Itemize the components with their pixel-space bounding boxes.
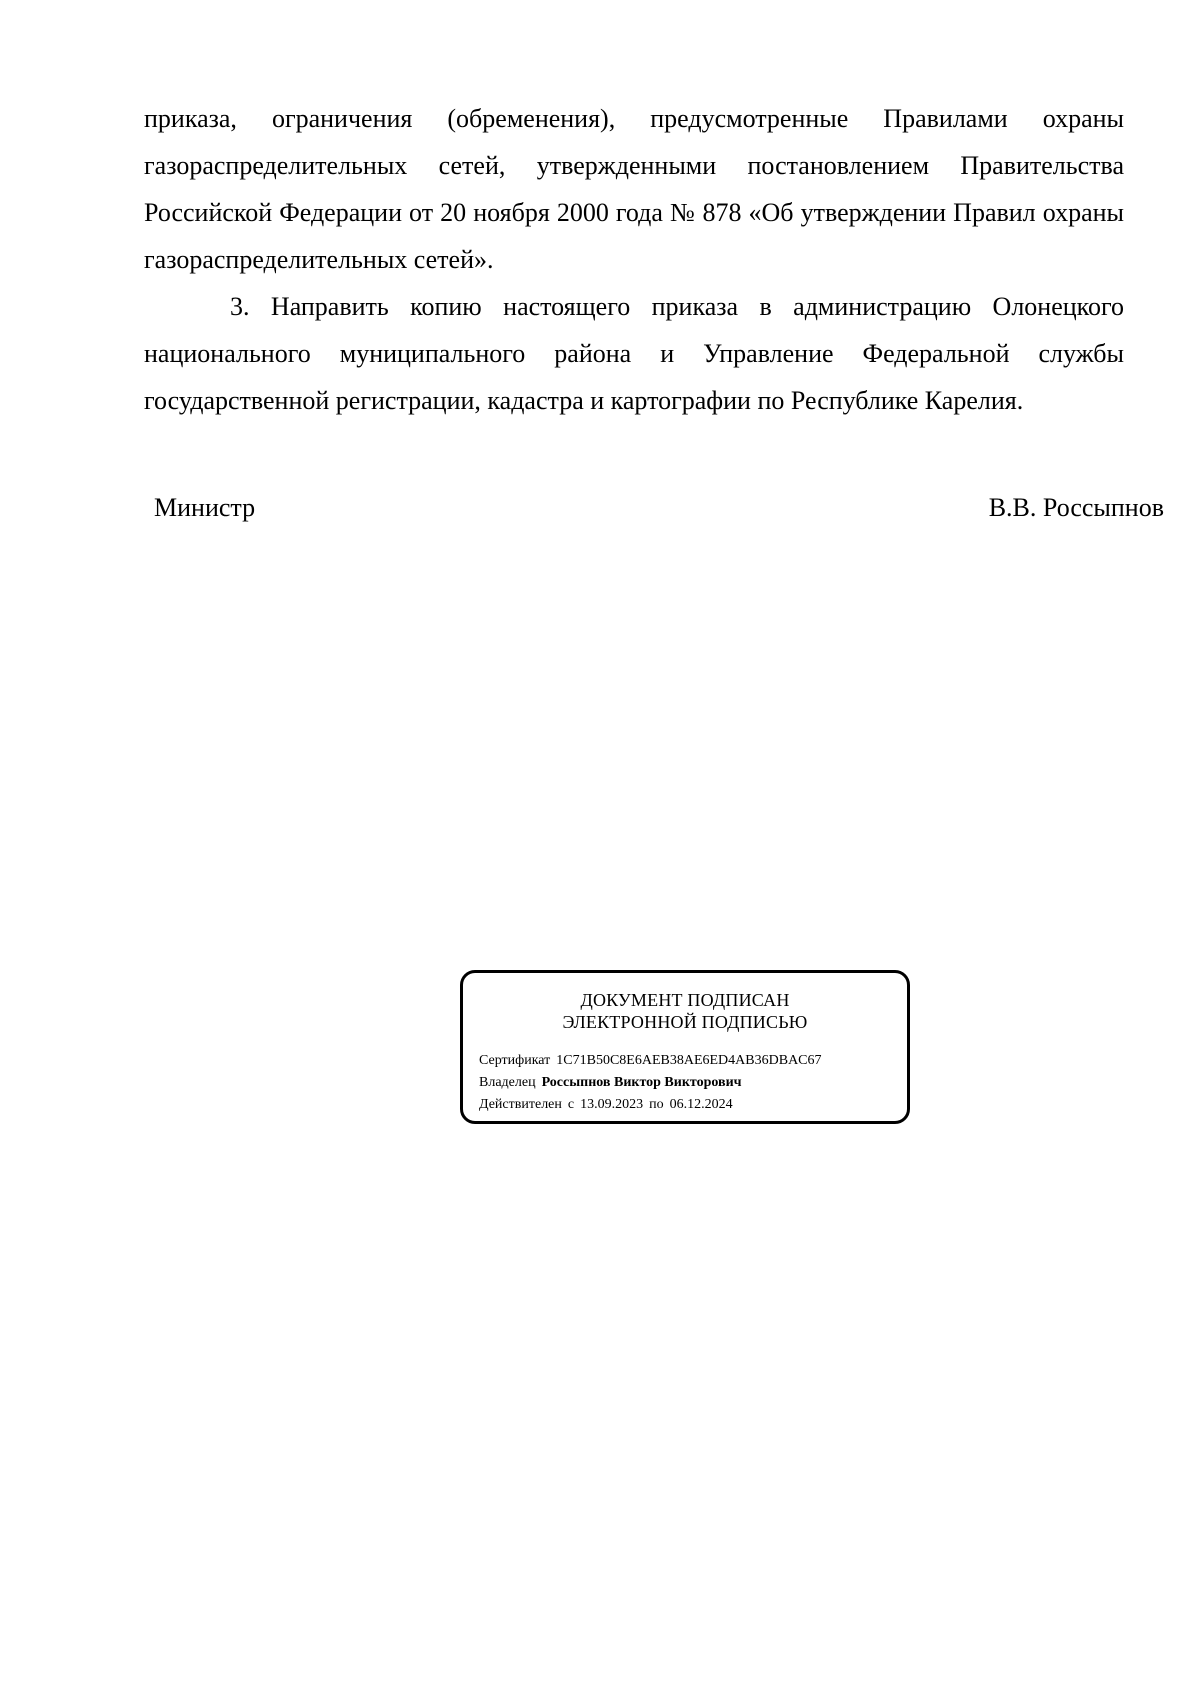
owner-label: Владелец [479, 1075, 536, 1090]
signatory-title: Министр [154, 493, 256, 522]
stamp-heading [463, 989, 907, 1033]
validity-label: Действителен [479, 1097, 562, 1112]
validity-from-date: 13.09.2023 [580, 1097, 644, 1112]
stamp-heading-line-2: ЭЛЕКТРОННОЙ ПОДПИСЬЮ [562, 1012, 808, 1032]
stamp-details [479, 1050, 899, 1116]
certificate-label: Сертификат [479, 1053, 551, 1068]
electronic-signature-stamp [460, 970, 910, 1124]
validity-from-word: с [567, 1097, 575, 1112]
stamp-heading-line-1: ДОКУМЕНТ ПОДПИСАН [580, 990, 790, 1010]
owner-value: Россыпнов Виктор Викторович [541, 1075, 742, 1090]
validity-to-word: по [649, 1097, 664, 1112]
validity-to-date: 06.12.2024 [669, 1097, 733, 1112]
certificate-value: 1C71B50C8E6AEB38AE6ED4AB36DBAC67 [556, 1053, 822, 1068]
signature-block [154, 488, 1164, 528]
signatory-name: В.В. Россыпнов [988, 493, 1164, 522]
validity-row [479, 1094, 899, 1116]
owner-row [479, 1072, 899, 1094]
order-paragraph-continuation: приказа, ограничения (обременения), предусмотренные Правилами охраны газораспределительных сетей, утвержденными постановлением Правительства Российской Федерации от 20 ноября 2000 года № 878 «Об утверждении Правил охраны газораспределительных сетей». [144, 104, 1124, 274]
certificate-row [479, 1050, 899, 1072]
order-paragraph-3: 3. Направить копию настоящего приказа в администрацию Олонецкого национального муниципального района и Управление Федеральной службы государственной регистрации, кадастра и картографии по Республике Карелия. [144, 292, 1124, 415]
